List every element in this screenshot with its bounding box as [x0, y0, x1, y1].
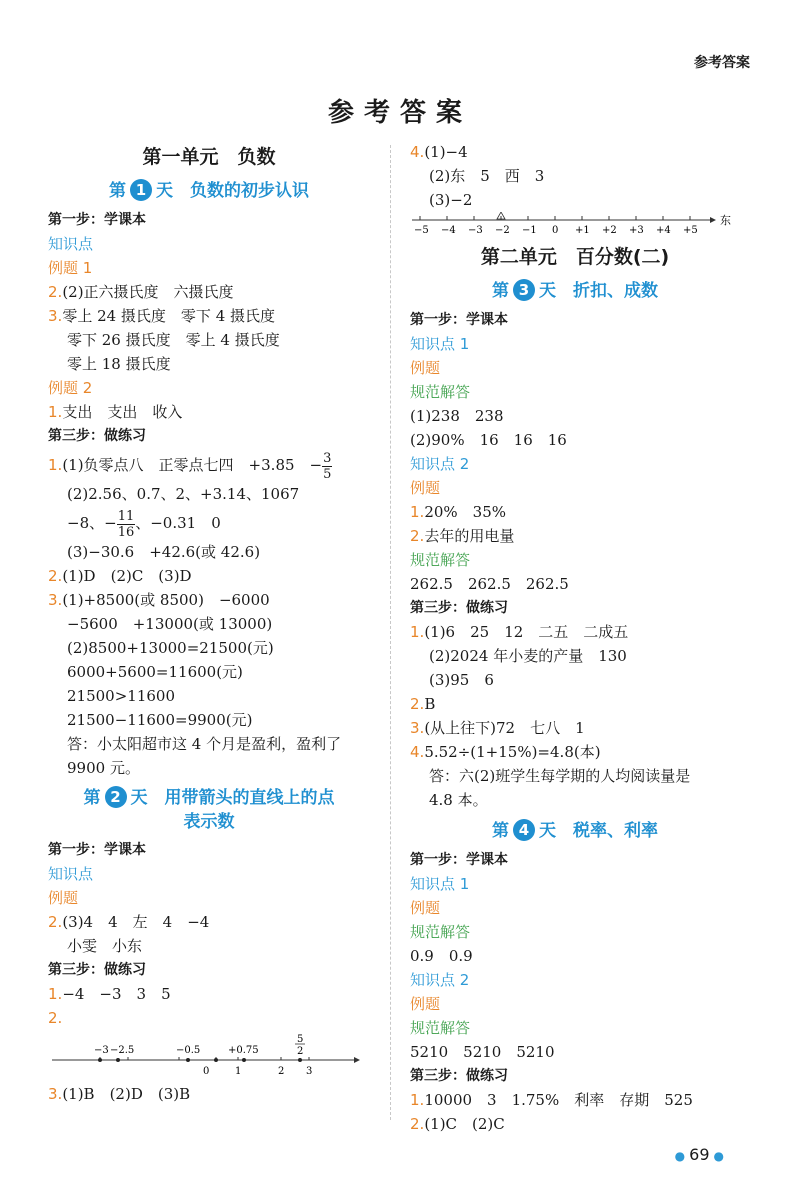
answer-line [410, 620, 740, 644]
day-title: 天 税率、利率 [539, 821, 658, 841]
numline-label: −2.5 [110, 1045, 135, 1056]
answer-text: (1)+8500(或 8500) −6000 [62, 591, 270, 609]
answer-text: (1)B (2)D (3)B [62, 1085, 191, 1103]
answer-text: −8、− [67, 514, 117, 532]
item-number: 2. [48, 283, 63, 301]
answer-line [48, 1082, 370, 1106]
step-heading: 第一步：学课本 [48, 842, 146, 858]
standard-answer-label: 规范解答 [410, 923, 471, 941]
day-heading [48, 178, 370, 204]
answer-line [48, 506, 370, 540]
knowledge-point-label: 知识点 [48, 235, 94, 253]
day-prefix: 第 [83, 788, 101, 808]
answer-text: (1)C (2)C [424, 1115, 505, 1133]
item-number: 2. [48, 567, 63, 585]
item-number: 1. [48, 456, 63, 474]
answer-line [48, 1006, 370, 1030]
example-label: 例题 [410, 479, 441, 497]
answer-text: (1)6 25 12 二五 二成五 [424, 623, 629, 641]
answer-text: 去年的用电量 [424, 527, 515, 545]
numline-tick-label: −4 [441, 225, 456, 236]
answer-line [410, 1088, 740, 1112]
step-heading: 第三步：做练习 [410, 600, 508, 616]
answer-text: 10000 3 1.75% 利率 存期 525 [424, 1091, 693, 1109]
day-prefix: 第 [492, 281, 509, 301]
number-line-diagram [48, 1030, 370, 1082]
numline-frac-numerator: 5 [297, 1034, 304, 1045]
item-number: 1. [410, 503, 425, 521]
answer-text: −4 −3 3 5 [62, 985, 171, 1003]
day-prefix: 第 [492, 821, 509, 841]
numline-tick-label: 1 [235, 1066, 242, 1077]
numline-tick-label: 0 [552, 225, 559, 236]
answer-line: (1)238 238 [410, 407, 504, 425]
day-prefix: 第 [109, 181, 126, 201]
numline-direction-label: 东 [720, 214, 731, 227]
page-number-text: 69 [689, 1145, 710, 1164]
numline-tick-label: +3 [629, 225, 644, 236]
item-number: 4. [410, 143, 425, 161]
answer-line [410, 140, 740, 164]
example-label: 例题 [410, 995, 441, 1013]
running-header: 参考答案 [694, 55, 750, 71]
numline-tick-label: −3 [468, 225, 483, 236]
unit-title: 第一单元 负数 [142, 146, 276, 168]
numline-tick-label: +5 [683, 225, 698, 236]
numline-tick-label: −1 [522, 225, 537, 236]
answer-text: (1)负零点八 正零点七四 +3.85 − [62, 456, 323, 474]
answer-text: (3)4 4 左 4 −4 [62, 913, 210, 931]
standard-answer-label: 规范解答 [410, 551, 471, 569]
numline-tick-label: −2 [495, 225, 510, 236]
answer-text: 零上 24 摄氏度 零下 4 摄氏度 [62, 307, 276, 325]
knowledge-point-label: 知识点 1 [410, 335, 470, 353]
day-title-continued: 表示数 [183, 812, 235, 832]
standard-answer-label: 规范解答 [410, 1019, 471, 1037]
example-label: 例题 [48, 889, 79, 907]
answer-line [410, 1112, 740, 1136]
answer-line [48, 588, 370, 612]
example-label: 例题 2 [48, 379, 93, 397]
fraction-numerator: 11 [117, 508, 135, 524]
answer-line: 21500−11600=9900(元) [67, 711, 253, 729]
step-heading: 第三步：做练习 [410, 1068, 508, 1084]
answer-text: 20% 35% [424, 503, 506, 521]
answer-text: (从上往下)72 七八 1 [424, 719, 585, 737]
answer-text: 、−0.31 0 [135, 514, 221, 532]
day-number-badge: 4 [513, 819, 535, 841]
item-number: 1. [410, 623, 425, 641]
numline-tick-label: +1 [575, 225, 590, 236]
page-dot-left: ● [674, 1149, 686, 1163]
item-number: 3. [48, 307, 63, 325]
numline-frac-denominator: 2 [297, 1046, 304, 1057]
answer-line [48, 982, 370, 1006]
answer-line: (3)−30.6 +42.6(或 42.6) [67, 543, 261, 561]
answer-line [48, 910, 370, 934]
item-number: 2. [410, 1115, 425, 1133]
knowledge-point-label: 知识点 1 [410, 875, 470, 893]
answer-line: (2)2.56、0.7、2、+3.14、1067 [67, 485, 300, 503]
answer-text: (1)D (2)C (3)D [62, 567, 192, 585]
answer-line: (2)东 5 西 3 [429, 167, 545, 185]
fraction [117, 509, 136, 540]
answer-line: 答：小太阳超市这 4 个月是盈利，盈利了 [67, 735, 342, 753]
item-number: 2. [410, 695, 425, 713]
item-number: 3. [48, 591, 63, 609]
fraction-numerator: 3 [323, 450, 332, 466]
day-heading [48, 786, 370, 834]
item-number: 3. [410, 719, 425, 737]
numline-tick-label: −5 [414, 225, 429, 236]
answer-line: (2)90% 16 16 16 [410, 431, 567, 449]
answer-line: (3)95 6 [429, 671, 494, 689]
page-dot-right: ● [713, 1149, 724, 1163]
column-divider [390, 145, 391, 1120]
numline-tick-label: 0 [203, 1066, 210, 1077]
step-heading: 第三步：做练习 [48, 962, 146, 978]
answer-line: (2)8500+13000=21500(元) [67, 639, 274, 657]
answer-line [410, 740, 740, 764]
step-heading: 第一步：学课本 [410, 312, 508, 328]
left-column [48, 140, 370, 1106]
answer-line: 0.9 0.9 [410, 947, 473, 965]
answer-line: 零下 26 摄氏度 零上 4 摄氏度 [67, 331, 280, 349]
page-number [671, 1145, 728, 1164]
answer-text: B [424, 695, 436, 713]
numline-tick-label: +4 [656, 225, 671, 236]
knowledge-point-label: 知识点 2 [410, 455, 470, 473]
knowledge-point-label: 知识点 [48, 865, 94, 883]
item-number: 2. [48, 1009, 63, 1027]
item-number: 2. [48, 913, 63, 931]
answer-line [410, 500, 740, 524]
answer-line [48, 304, 370, 328]
number-line-diagram [410, 212, 740, 240]
example-label: 例题 [410, 359, 441, 377]
answer-line [48, 448, 370, 482]
example-label: 例题 1 [48, 259, 93, 277]
answer-line: 9900 元。 [67, 759, 140, 777]
answer-line: 零上 18 摄氏度 [67, 355, 171, 373]
answer-line [48, 280, 370, 304]
answer-line [410, 524, 740, 548]
step-heading: 第一步：学课本 [410, 852, 508, 868]
numline-tick-label: 2 [278, 1066, 285, 1077]
knowledge-point-label: 知识点 2 [410, 971, 470, 989]
day-number-badge: 2 [105, 786, 127, 808]
answer-text: 5.52÷(1+15%)=4.8(本) [424, 743, 601, 761]
step-heading: 第三步：做练习 [48, 428, 146, 444]
answer-line: 262.5 262.5 262.5 [410, 575, 569, 593]
day-number-badge: 1 [130, 179, 152, 201]
answer-text: 支出 支出 收入 [62, 403, 183, 421]
step-heading: 第一步：学课本 [48, 212, 146, 228]
answer-text: (1)−4 [424, 143, 468, 161]
answer-line: 21500>11600 [67, 687, 176, 705]
item-number: 1. [410, 1091, 425, 1109]
answer-line [410, 692, 740, 716]
day-heading [410, 278, 740, 304]
page-title: 参考答案 [327, 98, 472, 128]
item-number: 2. [410, 527, 425, 545]
item-number: 4. [410, 743, 425, 761]
unit-title: 第二单元 百分数(二) [480, 246, 670, 268]
fraction [322, 451, 332, 482]
answer-line [48, 400, 370, 424]
item-number: 1. [48, 985, 63, 1003]
item-number: 1. [48, 403, 63, 421]
answer-line: 小雯 小东 [67, 937, 143, 955]
answer-line: 5210 5210 5210 [410, 1043, 555, 1061]
item-number: 3. [48, 1085, 63, 1103]
answer-text: (2)正六摄氏度 六摄氏度 [62, 283, 234, 301]
fraction-denominator: 5 [323, 466, 332, 482]
day-title: 天 负数的初步认识 [156, 181, 309, 201]
fraction-denominator: 16 [117, 524, 135, 540]
day-number-badge: 3 [513, 279, 535, 301]
standard-answer-label: 规范解答 [410, 383, 471, 401]
answer-line: 6000+5600=11600(元) [67, 663, 243, 681]
answer-line: −5600 +13000(或 13000) [67, 615, 273, 633]
answer-line [48, 564, 370, 588]
answer-line: (3)−2 [429, 191, 473, 209]
answer-line: 4.8 本。 [429, 791, 488, 809]
answer-line [410, 716, 740, 740]
numline-label: −0.5 [176, 1045, 201, 1056]
day-heading [410, 818, 740, 844]
numline-tick-label: 3 [306, 1066, 313, 1077]
example-label: 例题 [410, 899, 441, 917]
numline-label: +0.75 [228, 1045, 259, 1056]
day-title: 天 用带箭头的直线上的点 [130, 788, 335, 808]
numline-tick-label: +2 [602, 225, 617, 236]
answer-line: 答：六(2)班学生每学期的人均阅读量是 [429, 767, 691, 785]
day-title: 天 折扣、成数 [539, 281, 658, 301]
numline-label: −3 [94, 1045, 109, 1056]
right-column [410, 140, 740, 1136]
answer-line: (2)2024 年小麦的产量 130 [429, 647, 627, 665]
